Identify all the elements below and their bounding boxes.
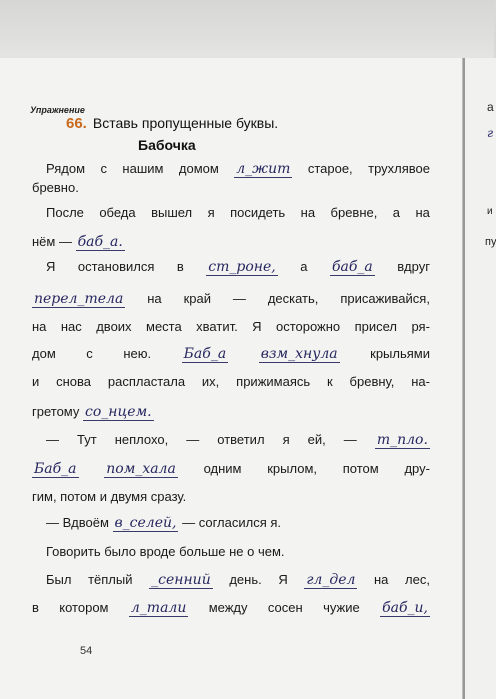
- word: нас: [60, 319, 82, 334]
- word: Я: [46, 259, 56, 274]
- word: места: [146, 319, 182, 334]
- handwritten-answer: Баб_а: [183, 346, 227, 362]
- word: Рядом: [46, 161, 86, 176]
- exercise-instruction: Вставь пропущенные буквы.: [92, 115, 279, 131]
- word: дескать,: [267, 291, 319, 306]
- word: и: [32, 374, 40, 389]
- exercise-label: Упражнение: [30, 105, 85, 115]
- handwritten-answer: ст_роне,: [208, 259, 276, 275]
- handwritten-answer: пом_хала: [106, 461, 176, 477]
- handwritten-answer: баб_и,: [382, 600, 428, 616]
- text-line-6: [32, 291, 430, 308]
- handwritten-answer: гл_дел: [306, 572, 356, 588]
- word: —: [343, 432, 357, 447]
- handwritten-answer: со_нцем.: [85, 404, 152, 420]
- word: домом: [178, 161, 219, 176]
- handwritten-answer: перел_тела: [34, 291, 124, 307]
- word: на: [32, 319, 47, 334]
- word: —: [232, 291, 246, 306]
- word: нею.: [123, 346, 152, 361]
- word: на: [374, 572, 389, 587]
- exercise-heading: [66, 115, 278, 132]
- word: я: [207, 205, 215, 220]
- word: на: [300, 205, 316, 220]
- word: — Вдвоём: [46, 515, 109, 530]
- word: с: [86, 346, 93, 361]
- word: чужие: [323, 600, 360, 615]
- word: тёплый: [88, 572, 133, 587]
- word: снова: [56, 374, 92, 389]
- text-title: Бабочка: [138, 137, 196, 153]
- handwritten-answer: т_пло.: [376, 432, 428, 448]
- word: их,: [201, 374, 220, 389]
- word: После: [46, 205, 84, 220]
- word: на: [147, 291, 162, 306]
- word: в: [32, 600, 39, 615]
- word: остановился: [77, 259, 155, 274]
- word: крылом,: [267, 461, 317, 476]
- word: бревне,: [330, 205, 378, 220]
- word: Тут: [77, 432, 97, 447]
- text-line-2: бревно.: [32, 180, 79, 195]
- text-line-5: [46, 259, 430, 276]
- word: на-: [411, 374, 430, 389]
- word: осторожно: [275, 319, 341, 334]
- page-number: 54: [80, 645, 93, 657]
- word: вышел: [151, 205, 193, 220]
- word: котором: [59, 600, 109, 615]
- word: край: [183, 291, 211, 306]
- handwritten-answer: взм_хнула: [260, 346, 338, 362]
- side-fragment: г: [487, 126, 494, 140]
- side-fragment: а: [487, 100, 494, 114]
- word: в: [176, 259, 184, 274]
- word: —: [186, 432, 200, 447]
- side-fragment: пу: [485, 236, 496, 248]
- word: обеда: [99, 205, 136, 220]
- word: вдруг: [397, 259, 430, 274]
- handwritten-answer: _сенний: [151, 572, 211, 588]
- word: гретому: [32, 404, 80, 419]
- word: потом: [342, 461, 379, 476]
- handwritten-answer: баб_а.: [77, 234, 123, 250]
- word: с: [100, 161, 107, 176]
- handwritten-answer: в_селей,: [114, 515, 177, 531]
- word: дом: [32, 346, 56, 361]
- text-line-13: гим, потом и двумя сразу.: [32, 489, 187, 504]
- word: Я: [252, 319, 262, 334]
- text-line-12: [32, 461, 430, 478]
- text-line-15: Говорить было вроде больше не о чем.: [46, 544, 285, 559]
- word: крыльями: [370, 346, 430, 361]
- word: посидеть: [230, 205, 286, 220]
- text-line-8: [32, 346, 430, 363]
- text-line-3: [46, 205, 430, 221]
- word: — согласился я.: [182, 515, 282, 530]
- word: бревну,: [349, 374, 395, 389]
- text-line-17: [32, 600, 430, 617]
- adjacent-page-edge: [463, 58, 496, 699]
- side-fragment: и: [487, 206, 493, 217]
- word: на: [415, 205, 430, 220]
- text-line-11: [46, 432, 430, 449]
- handwritten-answer: баб_а: [331, 259, 373, 275]
- word: прижимаясь: [236, 374, 311, 389]
- handwritten-answer: л_тали: [130, 600, 187, 616]
- word: нашим: [122, 161, 164, 176]
- word: Я: [278, 572, 288, 587]
- word: —: [46, 432, 59, 447]
- word: двоих: [96, 319, 132, 334]
- exercise-number: 66.: [66, 115, 87, 132]
- word: между: [208, 600, 248, 615]
- word: одним: [203, 461, 242, 476]
- word: сосен: [267, 600, 303, 615]
- text-line-7: [32, 319, 430, 335]
- word: хватит.: [196, 319, 238, 334]
- word: Был: [46, 572, 72, 587]
- word: ря-: [411, 319, 430, 334]
- handwritten-answer: л_жит: [236, 161, 291, 177]
- text-line-14: [46, 515, 430, 532]
- text-line-9: [32, 374, 430, 390]
- word: присел: [354, 319, 398, 334]
- scanner-background: [0, 0, 494, 58]
- word: день.: [229, 572, 262, 587]
- word: лес,: [405, 572, 430, 587]
- word: нём —: [32, 234, 72, 249]
- word: дру-: [404, 461, 430, 476]
- word: а: [392, 205, 401, 220]
- word: распластала: [107, 374, 186, 389]
- text-line-1: [46, 161, 430, 178]
- word: ей,: [307, 432, 326, 447]
- handwritten-answer: Баб_а: [34, 461, 77, 477]
- word: старое,: [307, 161, 353, 176]
- word: я: [282, 432, 290, 447]
- word: а: [300, 259, 308, 274]
- word: трухлявое: [368, 161, 430, 176]
- word: ответил: [217, 432, 265, 447]
- word: неплохо,: [114, 432, 169, 447]
- text-line-4: [32, 234, 430, 251]
- word: к: [327, 374, 333, 389]
- text-line-16: [46, 572, 430, 589]
- text-line-10: [32, 404, 430, 421]
- word: присаживайся,: [340, 291, 430, 306]
